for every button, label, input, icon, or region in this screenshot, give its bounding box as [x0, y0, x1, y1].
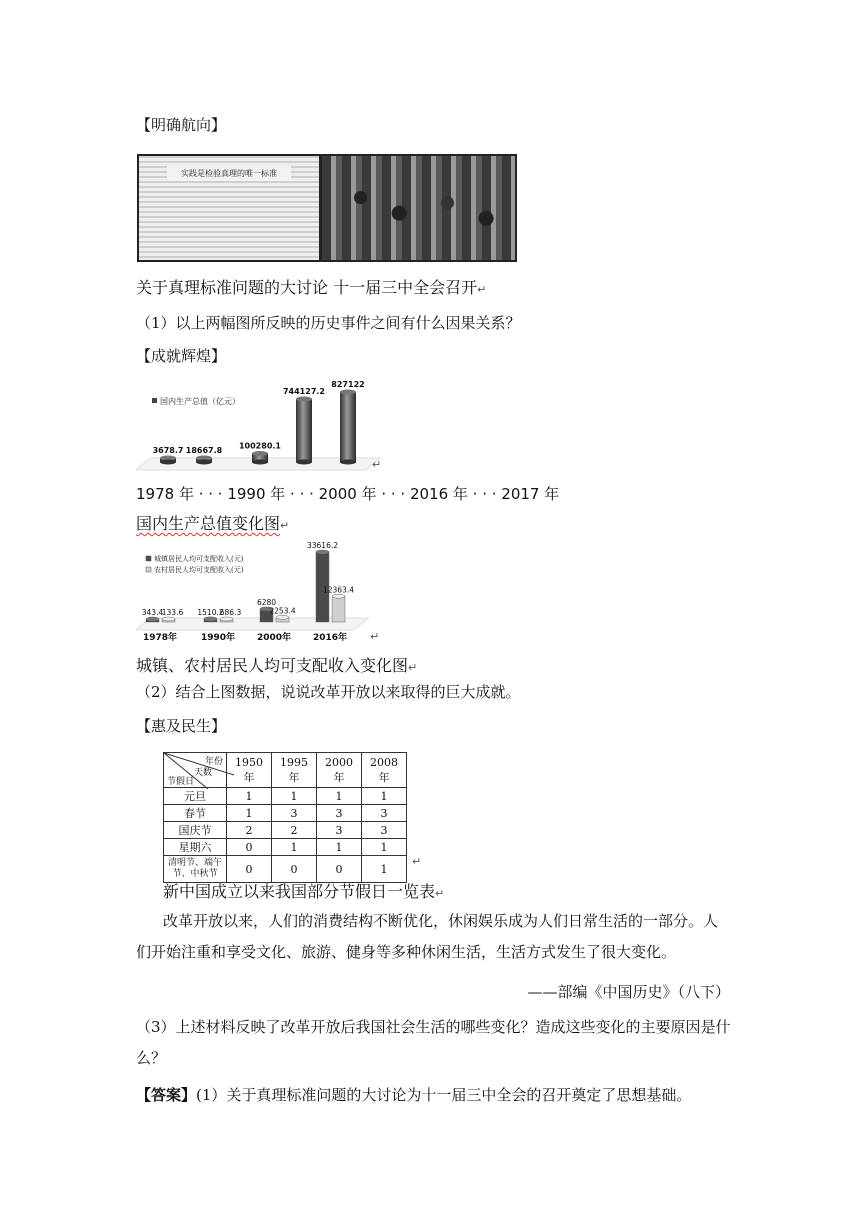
gdp-years-line: 1978 年 · · · 1990 年 · · · 2000 年 · · · 2016 年 · · · 2017 年: [136, 485, 560, 503]
column-header: 1950 年: [227, 753, 272, 788]
income-category-label: 1978年: [142, 633, 178, 643]
table-cell: 0: [317, 856, 362, 883]
question-3-line-2: 么？: [136, 1049, 167, 1067]
income-bar-top: [162, 617, 175, 621]
table-cell: 0: [227, 856, 272, 883]
table-cell: 1: [272, 839, 317, 856]
income-value-label: 1510.2: [197, 607, 224, 617]
income-bar: [332, 596, 345, 622]
table-row: [164, 788, 407, 805]
section-heading-achievement: 【成就辉煌】: [136, 347, 227, 365]
gdp-bar-top: [296, 397, 312, 402]
row-label: 国庆节: [164, 822, 227, 839]
income-chart-caption: 城镇、农村居民人均可支配收入变化图↵: [136, 656, 418, 675]
table-cell: 1: [227, 788, 272, 805]
table-cell: 1: [317, 839, 362, 856]
question-1: （1）以上两幅图所反映的历史事件之间有什么因果关系？: [136, 314, 521, 332]
income-bar-top: [332, 594, 345, 598]
income-bar-top: [146, 617, 159, 621]
corner-label-days: 天数: [193, 768, 212, 778]
corner-label-year: 年份: [204, 757, 223, 767]
table-corner-cell: [164, 753, 227, 788]
income-value-label: 2253.4: [269, 606, 296, 616]
gdp-value-label: 827122: [331, 380, 365, 389]
income-value-label: 686.3: [219, 608, 242, 617]
table-cell: 2: [272, 822, 317, 839]
column-header: 2000 年: [317, 753, 362, 788]
row-label: 星期六: [164, 839, 227, 856]
table-cell: 3: [317, 822, 362, 839]
table-cell: 0: [227, 839, 272, 856]
gdp-bar: [196, 456, 212, 465]
table-row: [164, 805, 407, 822]
gdp-bar-bottom: [340, 460, 356, 465]
income-value-label: 33616.2: [306, 541, 339, 550]
row-label: 元旦: [164, 788, 227, 805]
gdp-value-label: 100280.1: [238, 441, 282, 451]
holiday-table-caption: 新中国成立以来我国部分节假日一览表↵: [163, 882, 445, 901]
material-source: ——部编《中国历史》（八下）: [527, 983, 730, 1001]
table-cell: 0: [272, 856, 317, 883]
income-category-label: 2000年: [256, 633, 292, 643]
corner-label-holiday: 节假日: [167, 777, 195, 787]
table-cell: 1: [362, 788, 407, 805]
gdp-bar: [160, 456, 176, 465]
gdp-bar: [340, 390, 356, 465]
answer-line: [136, 1080, 691, 1111]
column-header: 2008 年: [362, 753, 407, 788]
gdp-bar-top: [252, 451, 268, 456]
row-label: 清明节、端午节、中秋节: [164, 856, 227, 883]
gdp-bar-bottom: [296, 460, 312, 465]
income-bar-top: [220, 617, 233, 621]
legend-label: 农村居民人均可支配收入(元): [154, 566, 244, 574]
legend-swatch: [152, 398, 157, 403]
legend-swatch: [146, 567, 151, 572]
table-cell: 3: [362, 805, 407, 822]
newspaper-headline: 实践是检验真理的唯一标准: [167, 166, 291, 181]
income-bar-top: [276, 615, 289, 619]
gdp-bar-chart: [136, 378, 386, 474]
row-label: 春节: [164, 805, 227, 822]
gdp-chart-caption: 国内生产总值变化图↵: [136, 514, 290, 533]
answer-text: (1）关于真理标准问题的大讨论为十一届三中全会的召开奠定了思想基础。: [196, 1086, 692, 1104]
question-2: （2）结合上图数据，说说改革开放以来取得的巨大成就。: [136, 683, 521, 701]
table-row: [164, 839, 407, 856]
table-cell: 1: [362, 856, 407, 883]
legend-label: 国内生产总值（亿元）: [160, 397, 240, 406]
answer-label: 【答案】: [136, 1086, 197, 1104]
table-cell: 2: [227, 822, 272, 839]
material-paragraph-line-1: 改革开放以来，人们的消费结构不断优化，休闲娱乐成为人们日常生活的一部分。人: [163, 912, 719, 930]
holiday-table: [163, 752, 407, 883]
gdp-bar-body: [340, 392, 356, 462]
table-header-row: [164, 753, 407, 788]
table-cell: 3: [317, 805, 362, 822]
table-cell: 1: [272, 788, 317, 805]
legend-label: 城镇居民人均可支配收入(元): [154, 555, 244, 563]
newspaper-photo: [137, 154, 321, 262]
income-bar-chart: [136, 536, 376, 646]
table-row: [164, 822, 407, 839]
income-value-label: 343.4: [141, 608, 164, 617]
material-paragraph-line-2: 们开始注重和享受文化、旅游、健身等多种休闲生活，生活方式发生了很大变化。: [136, 943, 677, 961]
gdp-bar-body: [296, 399, 312, 462]
section-heading-livelihood: 【惠及民生】: [136, 717, 227, 735]
gdp-bar-bottom: [252, 460, 268, 465]
income-value-label: 133.6: [161, 608, 184, 617]
table-cell: 3: [272, 805, 317, 822]
holiday-table-wrap: [163, 752, 407, 883]
table-cell: 1: [227, 805, 272, 822]
table-cell: 3: [362, 822, 407, 839]
income-bar-top: [204, 617, 217, 621]
gdp-bar-top: [340, 390, 356, 395]
gdp-value-label: 3678.7: [152, 446, 184, 455]
gdp-bar: [296, 397, 312, 465]
income-bar-top: [316, 550, 329, 554]
column-header: 1995 年: [272, 753, 317, 788]
income-category-label: 1990年: [200, 633, 236, 643]
gdp-value-label: 18667.8: [185, 446, 223, 455]
table-cell: 1: [362, 839, 407, 856]
income-value-label: 6280: [256, 597, 277, 607]
question-3-line-1: （3）上述材料反映了改革开放后我国社会生活的哪些变化？造成这些变化的主要原因是什: [136, 1018, 731, 1036]
gdp-value-label: 744127.2: [282, 387, 326, 397]
table-cell: 1: [317, 788, 362, 805]
gdp-bar-bottom: [160, 460, 176, 465]
legend-swatch: [146, 556, 151, 561]
income-category-label: 2016年: [312, 633, 348, 643]
photos-caption: 关于真理标准问题的大讨论 十一届三中全会召开↵: [136, 278, 487, 297]
income-value-label: 12363.4: [322, 585, 355, 595]
gdp-bar-bottom: [196, 460, 212, 465]
section-heading-direction: 【明确航向】: [136, 116, 227, 134]
plenum-photo: [320, 154, 517, 262]
gdp-bar: [252, 451, 268, 464]
